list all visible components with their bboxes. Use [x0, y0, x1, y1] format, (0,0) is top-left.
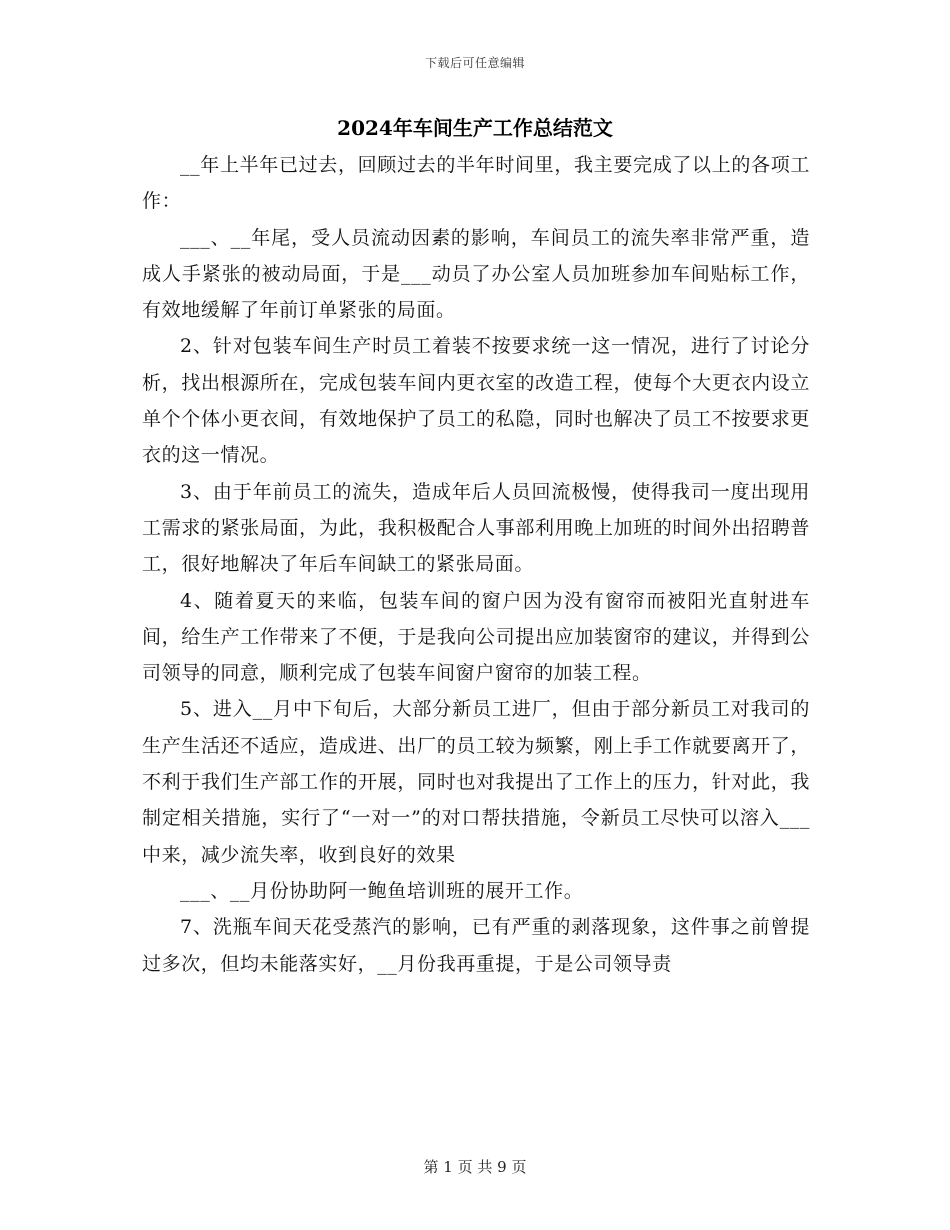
paragraph-item-2: 2、针对包装车间生产时员工着装不按要求统一这一情况，进行了讨论分析，找出根源所在，完成包装车间内更衣室的改造工程，使每个大更衣内设立单个个体小更衣间，有效地保护了员工的私隐，同时也解决了员工不按要求更衣的这一情况。 — [142, 335, 810, 467]
paragraph-item-3: 3、由于年前员工的流失，造成年后人员回流极慢，使得我司一度出现用工需求的紧张局面，为此，我积极配合人事部利用晚上加班的时间外出招聘普工，很好地解决了年后车间缺工的紧张局面。 — [142, 480, 810, 576]
paragraph-item-7: 7、洗瓶车间天花受蒸汽的影响，已有严重的剥落现象，这件事之前曾提过多次，但均未能落实好，__月份我再重提，于是公司领导责 — [142, 916, 810, 975]
document-body — [142, 147, 810, 982]
paragraph-item-5: 5、进入__月中下旬后，大部分新员工进厂，但由于部分新员工对我司的生产生活还不适应，造成进、出厂的员工较为频繁，刚上手工作就要离开了，不利于我们生产部工作的开展，同时也对我提出了工作上的压力，针对此，我制定相关措施，实行了“一对一”的对口帮扶措施，令新员工尽快可以溶入___中来，减少流失率，收到良好的效果 — [142, 698, 810, 866]
paragraph-intro: __年上半年已过去，回顾过去的半年时间里，我主要完成了以上的各项工作： — [142, 154, 810, 213]
paragraph-item-6: ___、__月份协助阿一鲍鱼培训班的展开工作。 — [180, 879, 584, 902]
paragraph-item-1: ___、__年尾，受人员流动因素的影响，车间员工的流失率非常严重，造成人手紧张的被动局面，于是___动员了办公室人员加班参加车间贴标工作，有效地缓解了年前订单紧张的局面。 — [142, 226, 810, 322]
paragraph-item-4: 4、随着夏天的来临，包装车间的窗户因为没有窗帘而被阳光直射进车间，给生产工作带来了不便，于是我向公司提出应加装窗帘的建议，并得到公司领导的同意，顺利完成了包装车间窗户窗帘的加装工程。 — [142, 589, 810, 685]
header-note: 下载后可任意编辑 — [424, 56, 525, 70]
page-number-footer: 第 1 页 共 9 页 — [423, 1158, 527, 1176]
document-title: 2024年车间生产工作总结范文 — [337, 116, 613, 140]
